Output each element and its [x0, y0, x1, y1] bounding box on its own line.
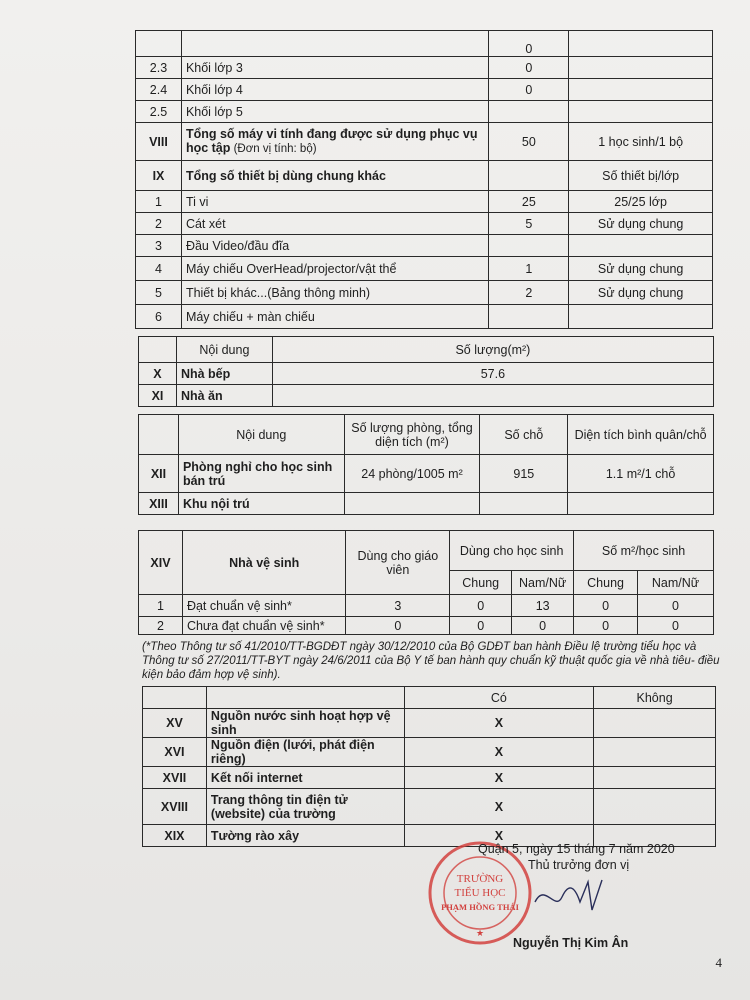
boarding-table — [138, 414, 714, 515]
row-label: Trang thông tin điện tử (website) của trường — [206, 789, 404, 825]
row-label: Nhà bếp — [176, 363, 272, 385]
table-row — [143, 738, 716, 767]
table-row — [136, 123, 713, 161]
column-header: Nam/Nữ — [638, 571, 714, 595]
row-number: XIX — [143, 825, 207, 847]
row-label: Khu nội trú — [178, 493, 344, 515]
table-row — [143, 687, 716, 709]
svg-text:★: ★ — [475, 928, 485, 938]
table-row — [143, 767, 716, 789]
column-header: Diện tích bình quân/chỗ — [568, 415, 714, 455]
column-header: Nam/Nữ — [512, 571, 574, 595]
footnote: (*Theo Thông tư số 41/2010/TT-BGDĐT ngày 30/12/2010 của Bộ GDĐT ban hành Điều lệ trường tiểu học và Thông tư số 27/2011/TT-BYT ngày 24/6/2011 của Bộ Y tế ban hành quy chuẩn kỹ thuật quốc gia về nhà tiêu- điều kiện bảo đảm hợp vệ sinh). — [142, 641, 720, 681]
row-label: Tường rào xây — [206, 825, 404, 847]
value-cell: 0 — [450, 595, 512, 617]
row-number: 2 — [139, 617, 183, 635]
column-header: Nhà vệ sinh — [182, 531, 346, 595]
row-label: Nguồn nước sinh hoạt hợp vệ sinh — [206, 709, 404, 738]
table-row — [139, 455, 714, 493]
row-number: XI — [139, 385, 177, 407]
row-label: Máy chiếu + màn chiếu — [181, 305, 489, 329]
stamp-line-3: PHẠM HỒNG THÁI — [441, 902, 519, 912]
table-row — [136, 57, 713, 79]
stamp-line-1: TRƯỜNG — [456, 873, 504, 885]
page-number: 4 — [715, 955, 722, 970]
row-number: 1 — [136, 191, 182, 213]
qty-cell: 0 — [489, 79, 569, 101]
table-row — [136, 31, 713, 57]
value-cell: 0 — [512, 617, 574, 635]
column-header: Nội dung — [178, 415, 344, 455]
column-header: Chung — [574, 571, 638, 595]
note-cell: 25/25 lớp — [569, 191, 713, 213]
row-number: 2.4 — [136, 79, 182, 101]
row-label: Chưa đạt chuẩn vệ sinh* — [182, 617, 346, 635]
row-label: Khối lớp 3 — [181, 57, 489, 79]
value-cell: 0 — [346, 617, 450, 635]
signature-scribble — [530, 872, 610, 922]
note-cell: Sử dụng chung — [569, 281, 713, 305]
value-cell: 0 — [574, 617, 638, 635]
row-label: Khối lớp 5 — [181, 101, 489, 123]
value-cell: 13 — [512, 595, 574, 617]
row-label: Tổng số thiết bị dùng chung khác — [181, 161, 489, 191]
rooms-cell: 24 phòng/1005 m² — [344, 455, 480, 493]
table-row — [139, 363, 714, 385]
signature-date: Quận 5, ngày 15 tháng 7 năm 2020 — [478, 842, 675, 856]
facility-table — [142, 686, 716, 847]
table-row — [136, 305, 713, 329]
table-row — [136, 257, 713, 281]
row-number: XVII — [143, 767, 207, 789]
column-header: Có — [404, 687, 594, 709]
value-cell: 0 — [450, 617, 512, 635]
check-mark: X — [404, 709, 594, 738]
column-header: Nội dung — [176, 337, 272, 363]
row-label: Khối lớp 4 — [181, 79, 489, 101]
check-mark: X — [404, 767, 594, 789]
row-label: Tổng số máy vi tính đang được sử dụng phục vụ học tập — [185, 127, 478, 155]
table-row — [136, 191, 713, 213]
signer-name: Nguyễn Thị Kim Ân — [513, 936, 629, 950]
table-row — [139, 493, 714, 515]
equipment-table — [135, 30, 713, 329]
row-number: 3 — [136, 235, 182, 257]
row-label: Đầu Video/đầu đĩa — [181, 235, 489, 257]
table-row — [136, 281, 713, 305]
table-row — [139, 531, 714, 571]
table-row — [136, 101, 713, 123]
row-label: Nhà ăn — [176, 385, 272, 407]
row-number: VIII — [136, 123, 182, 161]
row-number: 1 — [139, 595, 183, 617]
value-cell: 0 — [574, 595, 638, 617]
row-label: Nguồn điện (lưới, phát điện riêng) — [206, 738, 404, 767]
column-header: Không — [594, 687, 716, 709]
row-number: 2.5 — [136, 101, 182, 123]
table-row — [136, 79, 713, 101]
row-number: X — [139, 363, 177, 385]
table-row — [139, 595, 714, 617]
row-number: XVIII — [143, 789, 207, 825]
note-cell: Sử dụng chung — [569, 213, 713, 235]
table-row — [139, 415, 714, 455]
note-cell: Số thiết bị/lớp — [569, 161, 713, 191]
row-label: Ti vi — [181, 191, 489, 213]
row-number: 2 — [136, 213, 182, 235]
row-number: XIII — [139, 493, 179, 515]
value-cell: 0 — [638, 617, 714, 635]
qty-cell: 0 — [489, 31, 569, 57]
row-number: 5 — [136, 281, 182, 305]
column-header: Số lượng(m²) — [272, 337, 713, 363]
table-row — [139, 337, 714, 363]
row-number: IX — [136, 161, 182, 191]
row-number: XV — [143, 709, 207, 738]
value-cell: 0 — [638, 595, 714, 617]
check-mark: X — [404, 825, 594, 847]
column-header: Dùng cho giáo viên — [346, 531, 450, 595]
kitchen-table — [138, 336, 714, 407]
row-label: Phòng nghỉ cho học sinh bán trú — [178, 455, 344, 493]
unit-label: (Đơn vị tính: bộ) — [230, 143, 317, 155]
table-row — [136, 161, 713, 191]
avg-cell: 1.1 m²/1 chỗ — [568, 455, 714, 493]
qty-cell: 50 — [489, 123, 569, 161]
row-label: Kết nối internet — [206, 767, 404, 789]
row-number: XVI — [143, 738, 207, 767]
column-header: Dùng cho học sinh — [450, 531, 574, 571]
qty-cell: 1 — [489, 257, 569, 281]
table-row — [136, 213, 713, 235]
qty-cell: 25 — [489, 191, 569, 213]
check-mark: X — [404, 789, 594, 825]
column-header: Số lượng phòng, tổng diện tích (m²) — [344, 415, 480, 455]
column-header: Chung — [450, 571, 512, 595]
row-label: Máy chiếu OverHead/projector/vật thể — [181, 257, 489, 281]
table-row — [136, 235, 713, 257]
note-cell: Sử dụng chung — [569, 257, 713, 281]
value-cell: 3 — [346, 595, 450, 617]
check-mark: X — [404, 738, 594, 767]
column-header: Số chỗ — [480, 415, 568, 455]
row-number: XII — [139, 455, 179, 493]
row-number: 4 — [136, 257, 182, 281]
row-number: XIV — [139, 531, 183, 595]
note-cell: 1 học sinh/1 bộ — [569, 123, 713, 161]
table-row — [139, 617, 714, 635]
qty-cell: 2 — [489, 281, 569, 305]
slots-cell: 915 — [480, 455, 568, 493]
signature-title: Thủ trưởng đơn vị — [528, 858, 630, 872]
row-label: Cát xét — [181, 213, 489, 235]
qty-cell: 5 — [489, 213, 569, 235]
qty-cell: 57.6 — [272, 363, 713, 385]
qty-cell: 0 — [489, 57, 569, 79]
row-label: Thiết bị khác...(Bảng thông minh) — [181, 281, 489, 305]
toilet-table — [138, 530, 714, 635]
table-row — [143, 709, 716, 738]
stamp-line-2: TIỂU HỌC — [454, 887, 506, 899]
row-number: 2.3 — [136, 57, 182, 79]
row-number: 6 — [136, 305, 182, 329]
table-row — [143, 789, 716, 825]
row-label: Đạt chuẩn vệ sinh* — [182, 595, 346, 617]
column-header: Số m²/học sinh — [574, 531, 714, 571]
table-row — [139, 385, 714, 407]
